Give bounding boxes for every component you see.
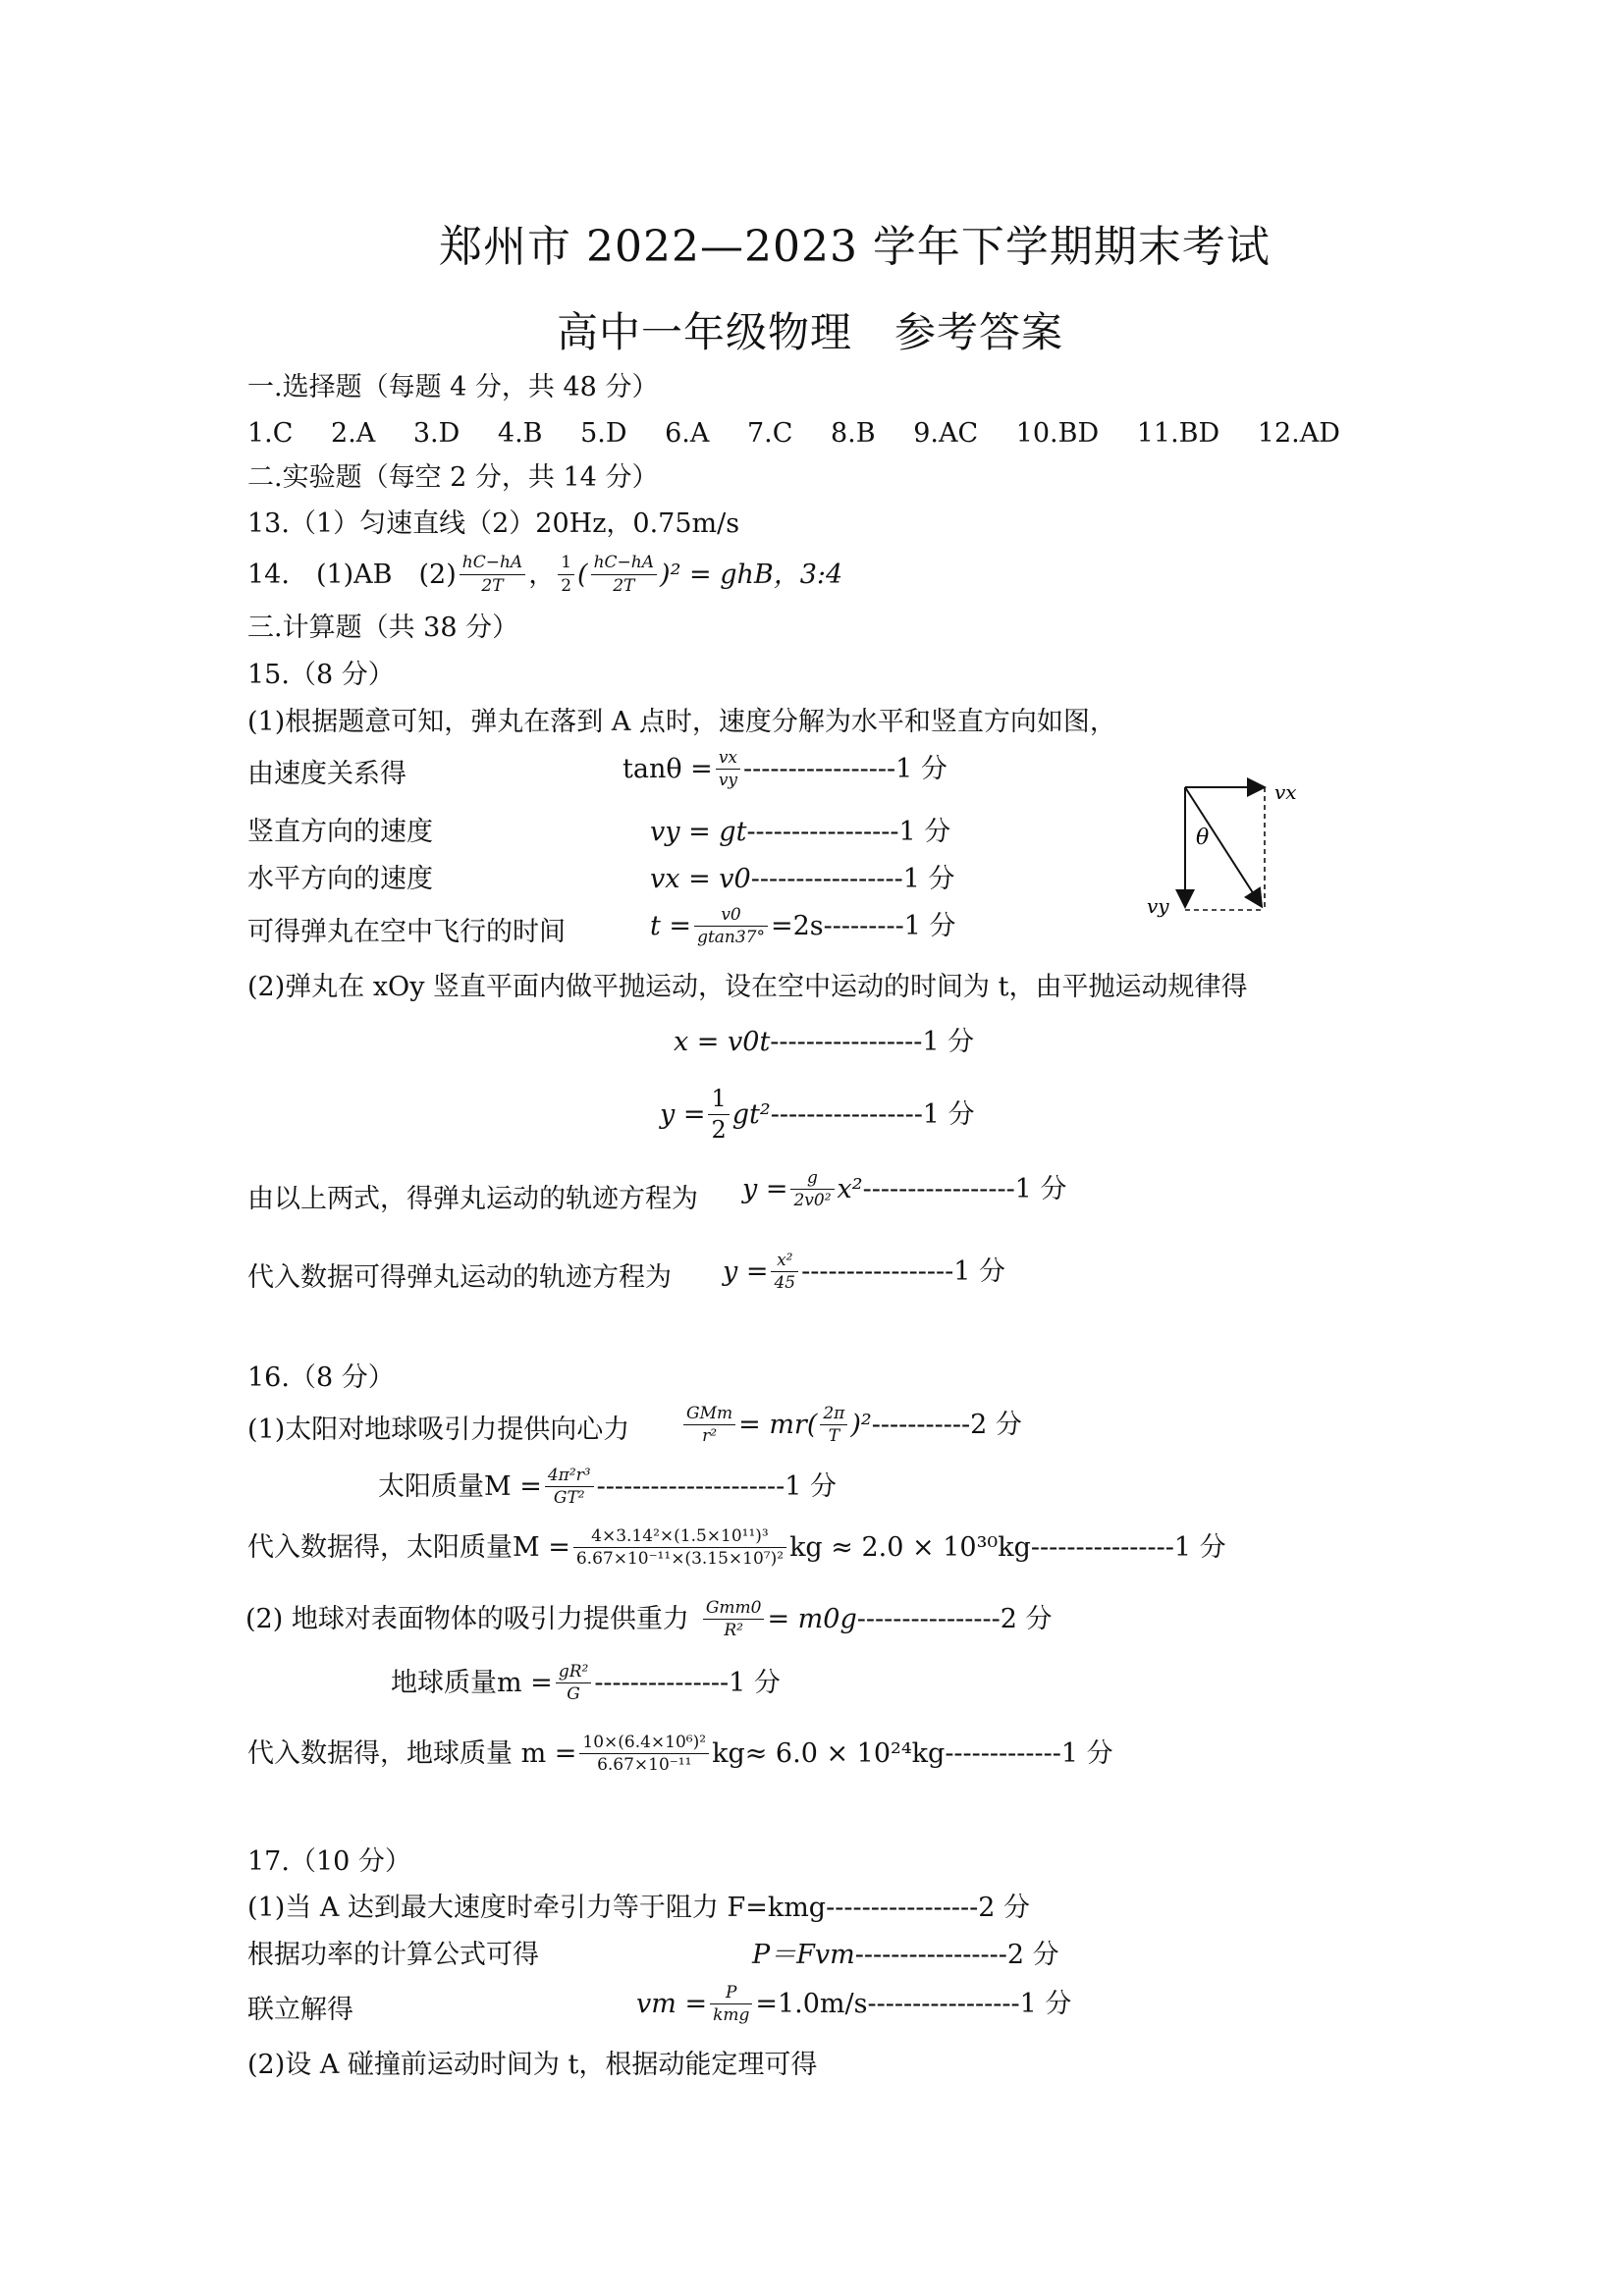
- q15-traj-formula: y = $\frac{g}{\text{2v0²}}$ x² -----------------1 分: [742, 1168, 1067, 1211]
- answer: 1.C: [247, 418, 294, 449]
- q15-row-label: 可得弹丸在空中飞行的时间: [247, 917, 566, 947]
- q15-para2: (2)弹丸在 xOy 竖直平面内做平抛运动，设在空中运动的时间为 t，由平抛运动规律得: [247, 972, 1248, 1002]
- answer: 3.D: [412, 418, 460, 449]
- q16-l3: 代入数据得，太阳质量M = $\frac{\text{4×3.14²×(1.5×10¹¹)³}}{\text{6.67×10⁻¹¹×(3.15×10⁷)²}}$ kg ≈ 2.0 × 10³⁰kg ----------------1 分: [247, 1526, 1226, 1570]
- q17-l4: (2)设 A 碰撞前运动时间为 t，根据动能定理可得: [247, 2050, 818, 2080]
- q15-row-label: 水平方向的速度: [247, 864, 433, 894]
- fraction: hC−hA 2T: [460, 553, 525, 596]
- q16-l2: 太阳质量M = $\frac{\text{4π²r³}}{\text{GT²}}$ ---------------------1 分: [378, 1466, 837, 1509]
- fraction-half: 1 2: [558, 553, 574, 596]
- q17-l2-label: 根据功率的计算公式可得: [247, 1940, 539, 1970]
- q16-l5: 地球质量m = $\frac{\text{gR²}}{G}$ ---------------1 分: [391, 1662, 781, 1705]
- q15-row-formula: vx = v0-----------------1 分: [650, 864, 955, 894]
- answer: 7.C: [746, 418, 793, 449]
- q17-l3-formula: vm = P kmg =1.0m/s -----------------1 分: [636, 1983, 1072, 2026]
- section3-heading: 三.计算题（共 38 分）: [247, 613, 519, 643]
- answer: 5.D: [580, 418, 627, 449]
- q15-sub-label: 代入数据可得弹丸运动的轨迹方程为: [247, 1262, 672, 1293]
- theta-label: θ: [1196, 826, 1210, 850]
- vy-label: vy: [1147, 894, 1169, 918]
- page-title: 郑州市 2022—2023 学年下学期期末考试: [439, 222, 1271, 272]
- q15-row-formula: vy = gt-----------------1 分: [650, 817, 951, 847]
- fraction: hC−hA 2T: [591, 553, 657, 596]
- q17-l1: (1)当 A 达到最大速度时牵引力等于阻力 F=kmg-----------------2 分: [247, 1893, 1030, 1923]
- q15-eq-y: y = $\frac{1}{2}$ gt² -----------------1 分: [660, 1085, 975, 1144]
- q16-heading: 16.（8 分）: [247, 1362, 395, 1393]
- q15-heading: 15.（8 分）: [247, 660, 395, 690]
- q17-l2-formula: P＝Fvm-----------------2 分: [752, 1940, 1059, 1970]
- answer: 2.A: [331, 418, 376, 449]
- answer: 10.BD: [1015, 418, 1100, 449]
- section2-heading: 二.实验题（每空 2 分，共 14 分）: [247, 462, 659, 493]
- q15-eq-x: x = v0t-----------------1 分: [674, 1027, 975, 1057]
- mc-answers: [247, 420, 1340, 447]
- q13-answer: 13.（1）匀速直线（2）20Hz，0.75m/s: [247, 508, 740, 539]
- q15-row-label: 竖直方向的速度: [247, 817, 433, 847]
- q16-l6: 代入数据得，地球质量 m = $\frac{\text{10×(6.4×10⁶)²}}{\text{6.67×10⁻¹¹}}$ kg≈ 6.0 × 10²⁴kg -------------1 分: [247, 1733, 1113, 1776]
- q15-row-formula: t = $\frac{v0}{gtan37^\circ}$ =2s---------1 分: [650, 905, 956, 948]
- q15-para1: (1)根据题意可知，弹丸在落到 A 点时，速度分解为水平和竖直方向如图，: [247, 707, 1116, 737]
- q15-traj-label: 由以上两式，得弹丸运动的轨迹方程为: [247, 1184, 698, 1214]
- q17-heading: 17.（10 分）: [247, 1846, 411, 1877]
- q16-l1-label: (1)太阳对地球吸引力提供向心力: [247, 1415, 630, 1445]
- answer: 12.AD: [1257, 418, 1340, 449]
- page-subtitle: 高中一年级物理 参考答案: [557, 308, 1064, 356]
- q16-l4: (2) 地球对表面物体的吸引力提供重力 Gmm0 R² = m0g ----------------2 分: [245, 1598, 1053, 1641]
- q16-l1-formula: GMm r² = mr( 2π T )² -----------2 分: [680, 1404, 1022, 1447]
- answer: 9.AC: [913, 418, 979, 449]
- q15-row-label: 由速度关系得: [247, 759, 406, 789]
- answer: 6.A: [665, 418, 710, 449]
- q14-answer: 14. (1)AB (2) hC−hA 2T ， 1 2 ( hC−hA 2T ) ² = ghB，3:4: [247, 553, 843, 596]
- q17-l3-label: 联立解得: [247, 1995, 353, 2025]
- answer: 11.BD: [1136, 418, 1220, 449]
- velocity-decomposition-diagram: [1139, 766, 1306, 923]
- q15-sub-formula: y = $\frac{\text{x²}}{45}$ -----------------1 分: [723, 1251, 1005, 1294]
- vx-label: vx: [1274, 780, 1297, 804]
- answer: 8.B: [830, 418, 876, 449]
- q15-row-formula: tanθ = $\frac{vx}{vy}$ -----------------1 分: [623, 748, 947, 791]
- section1-heading: 一.选择题（每题 4 分，共 48 分）: [247, 372, 659, 402]
- answer: 4.B: [497, 418, 543, 449]
